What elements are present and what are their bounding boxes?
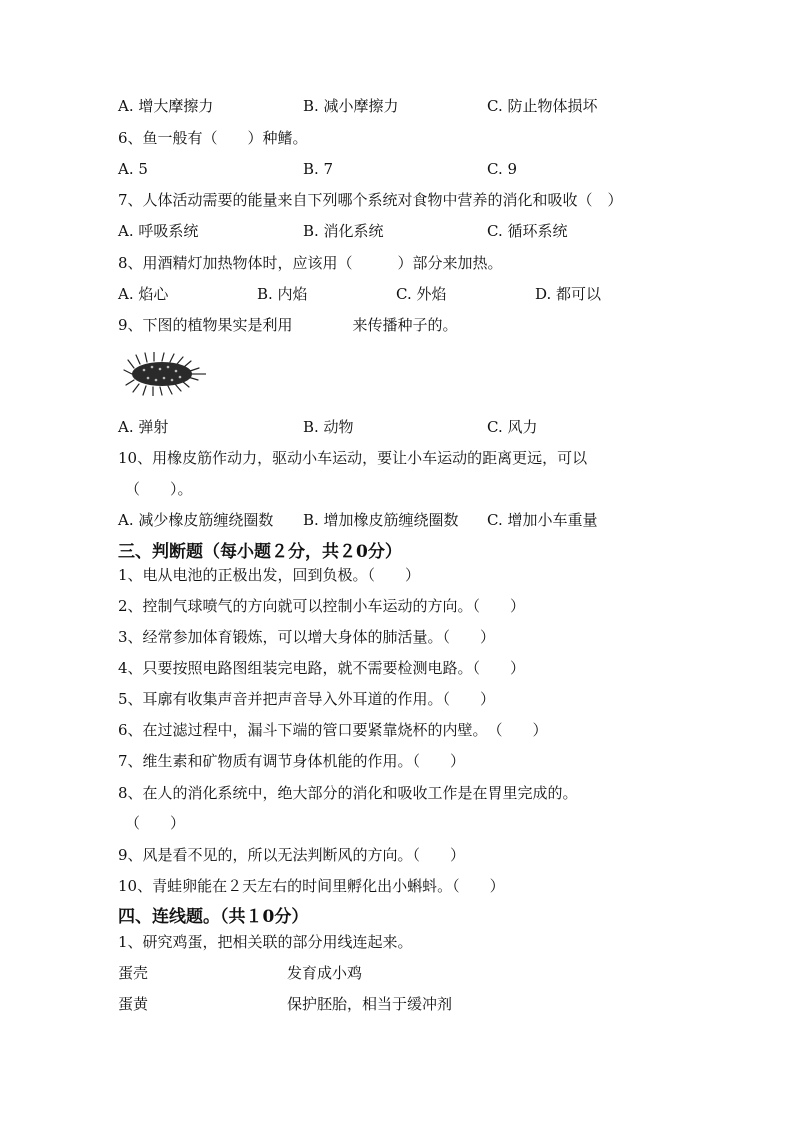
- match-right-1: 发育成小鸡: [287, 964, 363, 982]
- q10-question: 10、用橡皮筋作动力，驱动小车运动，要让小车运动的距离更远，可以: [118, 449, 588, 467]
- q8-option-d: D. 都可以: [535, 285, 602, 303]
- q9-option-b: B. 动物: [303, 418, 354, 436]
- q7-option-c: C. 循环系统: [487, 222, 568, 240]
- judge-item-8: 8、在人的消化系统中，绝大部分的消化和吸收工作是在胃里完成的。: [118, 784, 578, 802]
- q6-option-b: B. 7: [303, 160, 334, 178]
- burr-fruit-image: [122, 352, 208, 396]
- q6-question: 6、鱼一般有（ ）种鳍。: [118, 129, 308, 147]
- q9-option-c: C. 风力: [487, 418, 538, 436]
- match-left-1: 蛋壳: [118, 964, 149, 982]
- q5-option-b: B. 减小摩擦力: [303, 97, 399, 115]
- judge-item-7: 7、维生素和矿物质有调节身体机能的作用。（ ）: [118, 752, 466, 770]
- judge-item-6: 6、在过滤过程中，漏斗下端的管口要紧靠烧杯的内壁。 （ ）: [118, 721, 548, 739]
- q6-option-a: A. 5: [118, 160, 148, 178]
- judge-item-9: 9、风是看不见的，所以无法判断风的方向。（ ）: [118, 846, 466, 864]
- section3-title: 三、判断题（每小题２分，共２0分）: [118, 542, 402, 562]
- q8-option-c: C. 外焰: [396, 285, 447, 303]
- q7-question: 7、人体活动需要的能量来自下列哪个系统对食物中营养的消化和吸收（ ）: [118, 191, 623, 209]
- section4-title: 四、连线题。（共１0分）: [118, 907, 309, 927]
- judge-item-4: 4、只要按照电路图组装完电路，就不需要检测电路。（ ）: [118, 659, 526, 677]
- q10-option-b: B. 增加橡皮筋缠绕圈数: [303, 511, 459, 529]
- q10-option-c: C. 增加小车重量: [487, 511, 598, 529]
- matching-question-1: 1、研究鸡蛋，把相关联的部分用线连起来。: [118, 933, 413, 951]
- judge-item-8-blank: （ ）: [125, 814, 186, 832]
- q10-question-blank: （ ）。: [125, 480, 193, 498]
- judge-item-2: 2、控制气球喷气的方向就可以控制小车运动的方向。（ ）: [118, 597, 526, 615]
- q7-option-a: A. 呼吸系统: [118, 222, 199, 240]
- q5-option-a: A. 增大摩擦力: [118, 97, 214, 115]
- q8-option-a: A. 焰心: [118, 285, 169, 303]
- q6-option-c: C. 9: [487, 160, 518, 178]
- q8-question: 8、用酒精灯加热物体时，应该用（ ）部分来加热。: [118, 254, 503, 272]
- q8-option-b: B. 内焰: [257, 285, 308, 303]
- judge-item-10: 10、青蛙卵能在２天左右的时间里孵化出小蝌蚪。（ ）: [118, 877, 505, 895]
- q9-option-a: A. 弹射: [118, 418, 169, 436]
- match-right-2: 保护胚胎，相当于缓冲剂: [287, 995, 453, 1013]
- judge-item-5: 5、耳廓有收集声音并把声音导入外耳道的作用。（ ）: [118, 690, 496, 708]
- q9-question: 9、下图的植物果实是利用 来传播种子的。: [118, 316, 458, 334]
- q10-option-a: A. 减少橡皮筋缠绕圈数: [118, 511, 274, 529]
- judge-item-3: 3、经常参加体育锻炼，可以增大身体的肺活量。（ ）: [118, 628, 496, 646]
- judge-item-1: 1、电从电池的正极出发，回到负极。（ ）: [118, 566, 421, 584]
- match-left-2: 蛋黄: [118, 995, 149, 1013]
- q7-option-b: B. 消化系统: [303, 222, 384, 240]
- q5-option-c: C. 防止物体损坏: [487, 97, 598, 115]
